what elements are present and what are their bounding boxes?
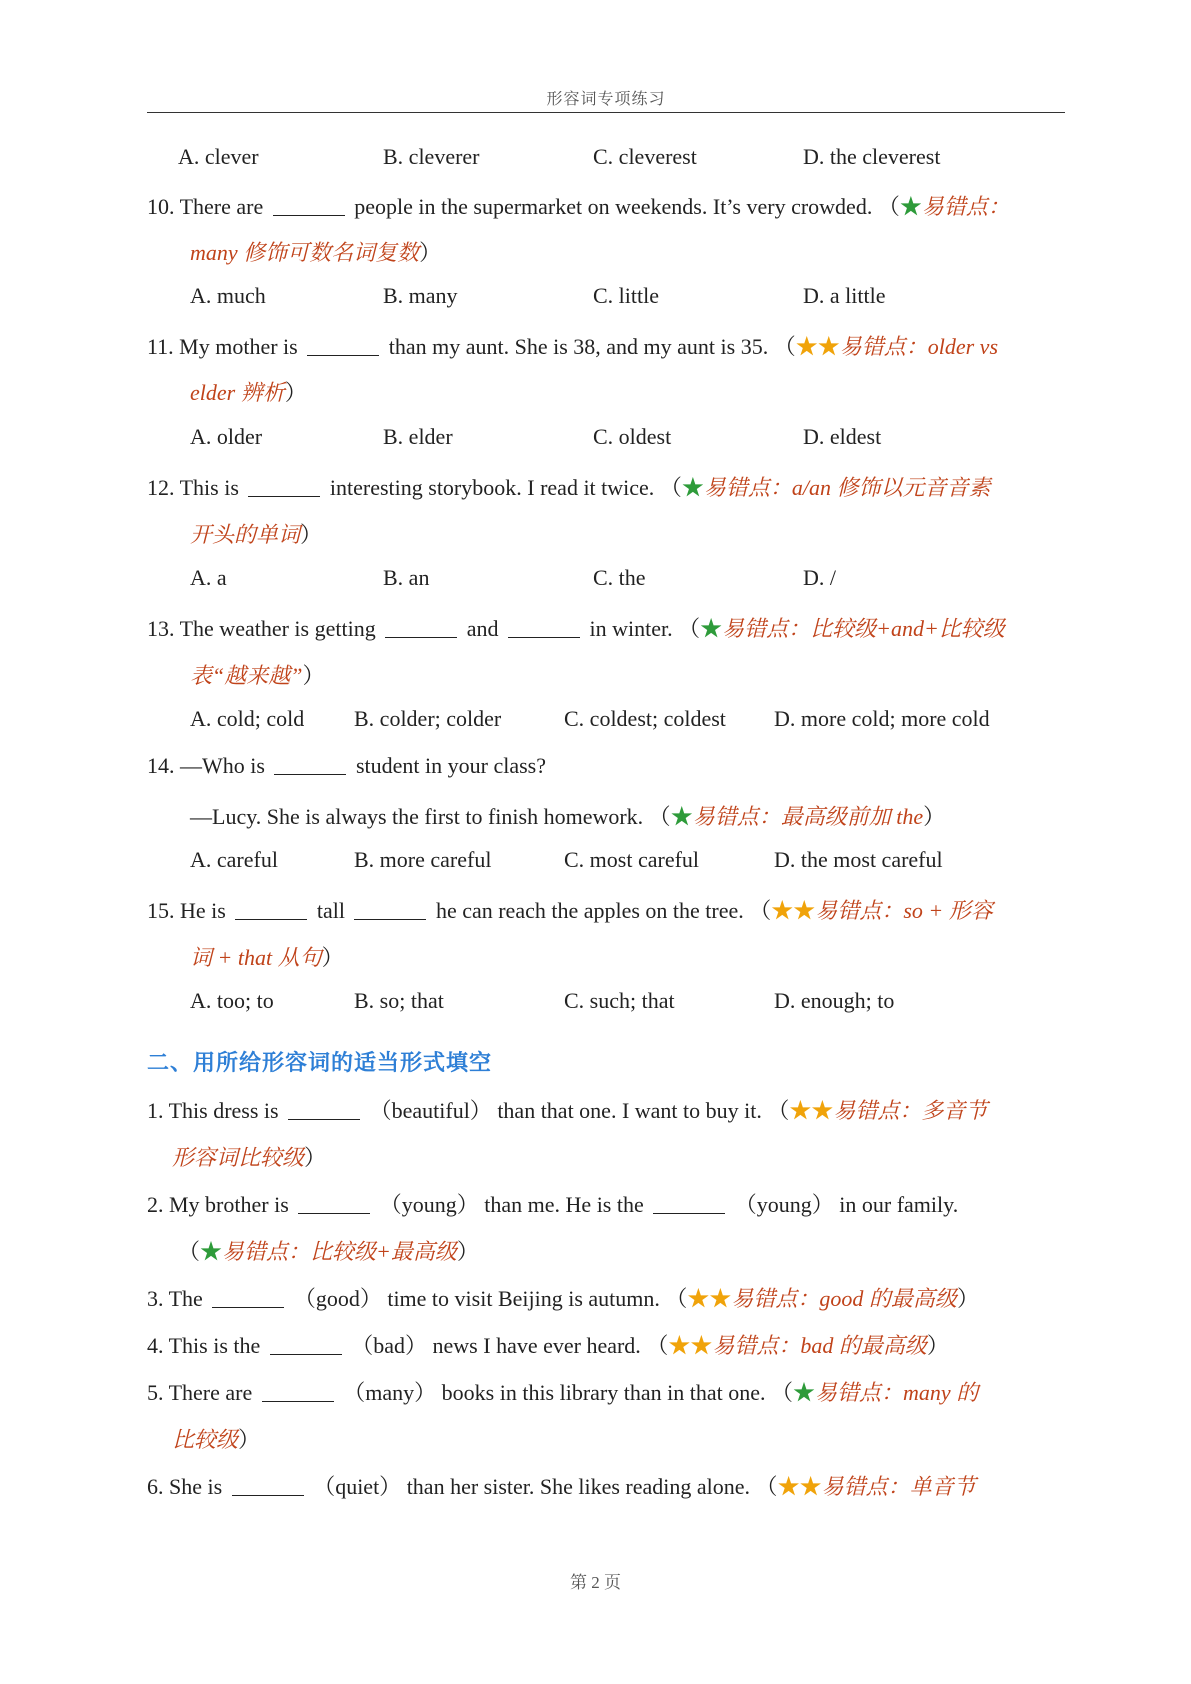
option-b[interactable]: B. many bbox=[383, 283, 458, 308]
question-text: 2. My brother is bbox=[147, 1192, 289, 1217]
option-b[interactable]: B. colder; colder bbox=[354, 706, 502, 731]
note-open: （ bbox=[755, 1474, 778, 1499]
star-icon: ★ bbox=[200, 1239, 223, 1264]
fill-question-5-note-cont bbox=[172, 1423, 1065, 1454]
option-b[interactable]: B. cleverer bbox=[383, 144, 480, 169]
word-hint: （beautiful） bbox=[369, 1098, 492, 1123]
star-icon: ★ bbox=[700, 616, 723, 641]
option-a[interactable]: A. too; to bbox=[190, 988, 274, 1013]
answer-blank[interactable] bbox=[212, 1287, 284, 1308]
note-close: ） bbox=[300, 522, 323, 547]
star-icon: ★★ bbox=[795, 334, 840, 359]
fill-question-5 bbox=[147, 1376, 1065, 1407]
question-text: 12. This is bbox=[147, 475, 239, 500]
question-text: than my aunt. She is 38, and my aunt is 35. bbox=[388, 334, 769, 359]
error-point-note: 开头的单词 bbox=[190, 522, 301, 547]
note-close: ） bbox=[926, 1333, 949, 1358]
option-c[interactable]: C. most careful bbox=[564, 847, 700, 872]
question-text: than her sister. She likes reading alone. bbox=[406, 1474, 751, 1499]
error-point-note: 易错点：bad 的最高级 bbox=[712, 1333, 927, 1358]
question-text: 5. There are bbox=[147, 1380, 253, 1405]
error-point-note: many 修饰可数名词复数 bbox=[190, 240, 420, 265]
option-a[interactable]: A. older bbox=[190, 424, 263, 449]
error-point-note: 易错点：多音节 bbox=[833, 1098, 988, 1123]
note-close: ） bbox=[302, 663, 325, 688]
option-d[interactable]: D. the most careful bbox=[774, 847, 943, 872]
note-open: （ bbox=[771, 1380, 794, 1405]
error-point-note: 表“越来越” bbox=[190, 663, 303, 688]
error-point-note: 易错点：最高级前加 the bbox=[692, 804, 924, 829]
option-b[interactable]: B. more careful bbox=[354, 847, 492, 872]
question-13-note-cont bbox=[190, 659, 1065, 690]
note-open: （ bbox=[646, 1333, 669, 1358]
answer-blank[interactable] bbox=[235, 899, 307, 920]
fill-question-3 bbox=[147, 1282, 1065, 1313]
answer-blank[interactable] bbox=[274, 754, 346, 775]
option-c[interactable]: C. little bbox=[593, 283, 659, 308]
error-point-note: 易错点：单音节 bbox=[821, 1474, 976, 1499]
option-a[interactable]: A. cold; cold bbox=[190, 706, 305, 731]
word-hint: （many） bbox=[343, 1380, 437, 1405]
word-hint: （quiet） bbox=[313, 1474, 402, 1499]
question-text: 13. The weather is getting bbox=[147, 616, 376, 641]
option-b[interactable]: B. so; that bbox=[354, 988, 444, 1013]
question-15 bbox=[147, 894, 1065, 925]
answer-blank[interactable] bbox=[248, 476, 320, 497]
question-text: news I have ever heard. bbox=[432, 1333, 641, 1358]
option-d[interactable]: D. the cleverest bbox=[803, 144, 941, 169]
note-open: （ bbox=[767, 1098, 790, 1123]
note-close: ） bbox=[321, 945, 344, 970]
option-a[interactable]: A. a bbox=[190, 565, 227, 590]
word-hint: （young） bbox=[379, 1192, 479, 1217]
star-icon: ★★ bbox=[668, 1333, 713, 1358]
question-text: 15. He is bbox=[147, 898, 226, 923]
option-a[interactable]: A. much bbox=[190, 283, 266, 308]
option-d[interactable]: D. eldest bbox=[803, 424, 882, 449]
note-open: （ bbox=[665, 1286, 688, 1311]
error-point-note: 易错点： bbox=[921, 194, 1010, 219]
answer-blank[interactable] bbox=[653, 1193, 725, 1214]
answer-blank[interactable] bbox=[288, 1099, 360, 1120]
question-11-note-cont bbox=[190, 376, 1065, 407]
error-point-note: 易错点：good 的最高级 bbox=[731, 1286, 957, 1311]
option-d[interactable]: D. enough; to bbox=[774, 988, 895, 1013]
option-c[interactable]: C. the bbox=[593, 565, 646, 590]
question-text: in our family. bbox=[839, 1192, 959, 1217]
star-icon: ★★ bbox=[687, 1286, 732, 1311]
fill-question-6 bbox=[147, 1470, 1065, 1501]
question-text: interesting storybook. I read it twice. bbox=[329, 475, 655, 500]
star-icon: ★★ bbox=[789, 1098, 834, 1123]
note-open: （ bbox=[648, 804, 671, 829]
note-close: ） bbox=[284, 380, 307, 405]
question-13 bbox=[147, 612, 1065, 643]
answer-blank[interactable] bbox=[298, 1193, 370, 1214]
error-point-note: 词 + that 从句 bbox=[190, 945, 322, 970]
option-c[interactable]: C. cleverest bbox=[593, 144, 697, 169]
option-a[interactable]: A. clever bbox=[178, 144, 259, 169]
question-text: 3. The bbox=[147, 1286, 203, 1311]
header-divider bbox=[147, 112, 1065, 113]
option-b[interactable]: B. elder bbox=[383, 424, 453, 449]
question-text: 11. My mother is bbox=[147, 334, 298, 359]
star-icon: ★★ bbox=[777, 1474, 822, 1499]
question-text: people in the supermarket on weekends. It’s very crowded. bbox=[354, 194, 873, 219]
question-14 bbox=[147, 753, 1065, 779]
note-open: （ bbox=[659, 475, 682, 500]
option-b[interactable]: B. an bbox=[383, 565, 430, 590]
question-text: 6. She is bbox=[147, 1474, 223, 1499]
answer-blank[interactable] bbox=[262, 1381, 334, 1402]
option-a[interactable]: A. careful bbox=[190, 847, 278, 872]
option-c[interactable]: C. coldest; coldest bbox=[564, 706, 726, 731]
question-text: student in your class? bbox=[355, 753, 546, 778]
fill-question-1 bbox=[147, 1094, 1065, 1125]
note-close: ） bbox=[419, 240, 442, 265]
star-icon: ★ bbox=[681, 475, 704, 500]
note-close: ） bbox=[456, 1239, 479, 1264]
option-d[interactable]: D. / bbox=[803, 565, 836, 590]
question-text: he can reach the apples on the tree. bbox=[435, 898, 744, 923]
answer-blank[interactable] bbox=[270, 1334, 342, 1355]
question-14-reply bbox=[190, 800, 1065, 831]
question-10-note-cont bbox=[190, 236, 1065, 267]
note-open: （ bbox=[749, 898, 772, 923]
option-d[interactable]: D. a little bbox=[803, 283, 886, 308]
star-icon: ★ bbox=[670, 804, 693, 829]
question-text: in winter. bbox=[589, 616, 673, 641]
question-text: 4. This is the bbox=[147, 1333, 261, 1358]
answer-blank[interactable] bbox=[354, 899, 426, 920]
fill-question-4 bbox=[147, 1329, 1065, 1360]
error-point-note: 易错点：比较级+and+比较级 bbox=[722, 616, 1005, 641]
error-point-note: 易错点：so + 形容 bbox=[815, 898, 993, 923]
option-d[interactable]: D. more cold; more cold bbox=[774, 706, 990, 731]
error-point-note: 易错点：older vs bbox=[839, 334, 998, 359]
error-point-note: 形容词比较级 bbox=[172, 1145, 305, 1170]
answer-blank[interactable] bbox=[307, 335, 379, 356]
question-text: tall bbox=[316, 898, 345, 923]
question-text: and bbox=[466, 616, 499, 641]
answer-blank[interactable] bbox=[508, 617, 580, 638]
question-text: than me. He is the bbox=[484, 1192, 644, 1217]
note-open: （ bbox=[877, 194, 900, 219]
question-text: 14. —Who is bbox=[147, 753, 265, 778]
fill-question-2-note bbox=[178, 1235, 1065, 1266]
word-hint: （young） bbox=[734, 1192, 834, 1217]
error-point-note: 易错点：a/an 修饰以元音音素 bbox=[703, 475, 991, 500]
question-text: than that one. I want to buy it. bbox=[497, 1098, 762, 1123]
note-close: ） bbox=[956, 1286, 979, 1311]
answer-blank[interactable] bbox=[232, 1475, 304, 1496]
error-point-note: 比较级 bbox=[172, 1427, 239, 1452]
note-open: （ bbox=[773, 334, 796, 359]
word-hint: （bad） bbox=[351, 1333, 428, 1358]
question-11 bbox=[147, 330, 1065, 361]
error-point-note: elder 辨析 bbox=[190, 380, 285, 405]
note-close: ） bbox=[923, 804, 946, 829]
question-text: 1. This dress is bbox=[147, 1098, 279, 1123]
option-c[interactable]: C. oldest bbox=[593, 424, 672, 449]
fill-question-1-note-cont bbox=[172, 1141, 1065, 1172]
question-text: —Lucy. She is always the first to finish homework. bbox=[190, 804, 644, 829]
star-icon: ★ bbox=[899, 194, 922, 219]
note-open: （ bbox=[678, 616, 701, 641]
answer-blank[interactable] bbox=[273, 195, 345, 216]
error-point-note: 易错点：many 的 bbox=[815, 1380, 979, 1405]
page-number: 第 2 页 bbox=[570, 1573, 621, 1592]
note-close: ） bbox=[304, 1145, 327, 1170]
word-hint: （good） bbox=[293, 1286, 382, 1311]
question-12-note-cont bbox=[190, 518, 1065, 549]
question-15-note-cont bbox=[190, 941, 1065, 972]
section-title: 二、用所给形容词的适当形式填空 bbox=[147, 1051, 493, 1076]
star-icon: ★★ bbox=[771, 898, 816, 923]
note-open: （ bbox=[178, 1239, 201, 1264]
question-text: 10. There are bbox=[147, 194, 264, 219]
question-text: time to visit Beijing is autumn. bbox=[387, 1286, 660, 1311]
fill-question-2 bbox=[147, 1188, 1065, 1219]
question-10 bbox=[147, 190, 1065, 221]
question-text: books in this library than in that one. bbox=[441, 1380, 766, 1405]
option-c[interactable]: C. such; that bbox=[564, 988, 675, 1013]
page-header: 形容词专项练习 bbox=[546, 91, 666, 108]
question-12 bbox=[147, 471, 1065, 502]
answer-blank[interactable] bbox=[385, 617, 457, 638]
error-point-note: 易错点：比较级+最高级 bbox=[222, 1239, 457, 1264]
star-icon: ★ bbox=[793, 1380, 816, 1405]
note-close: ） bbox=[238, 1427, 261, 1452]
